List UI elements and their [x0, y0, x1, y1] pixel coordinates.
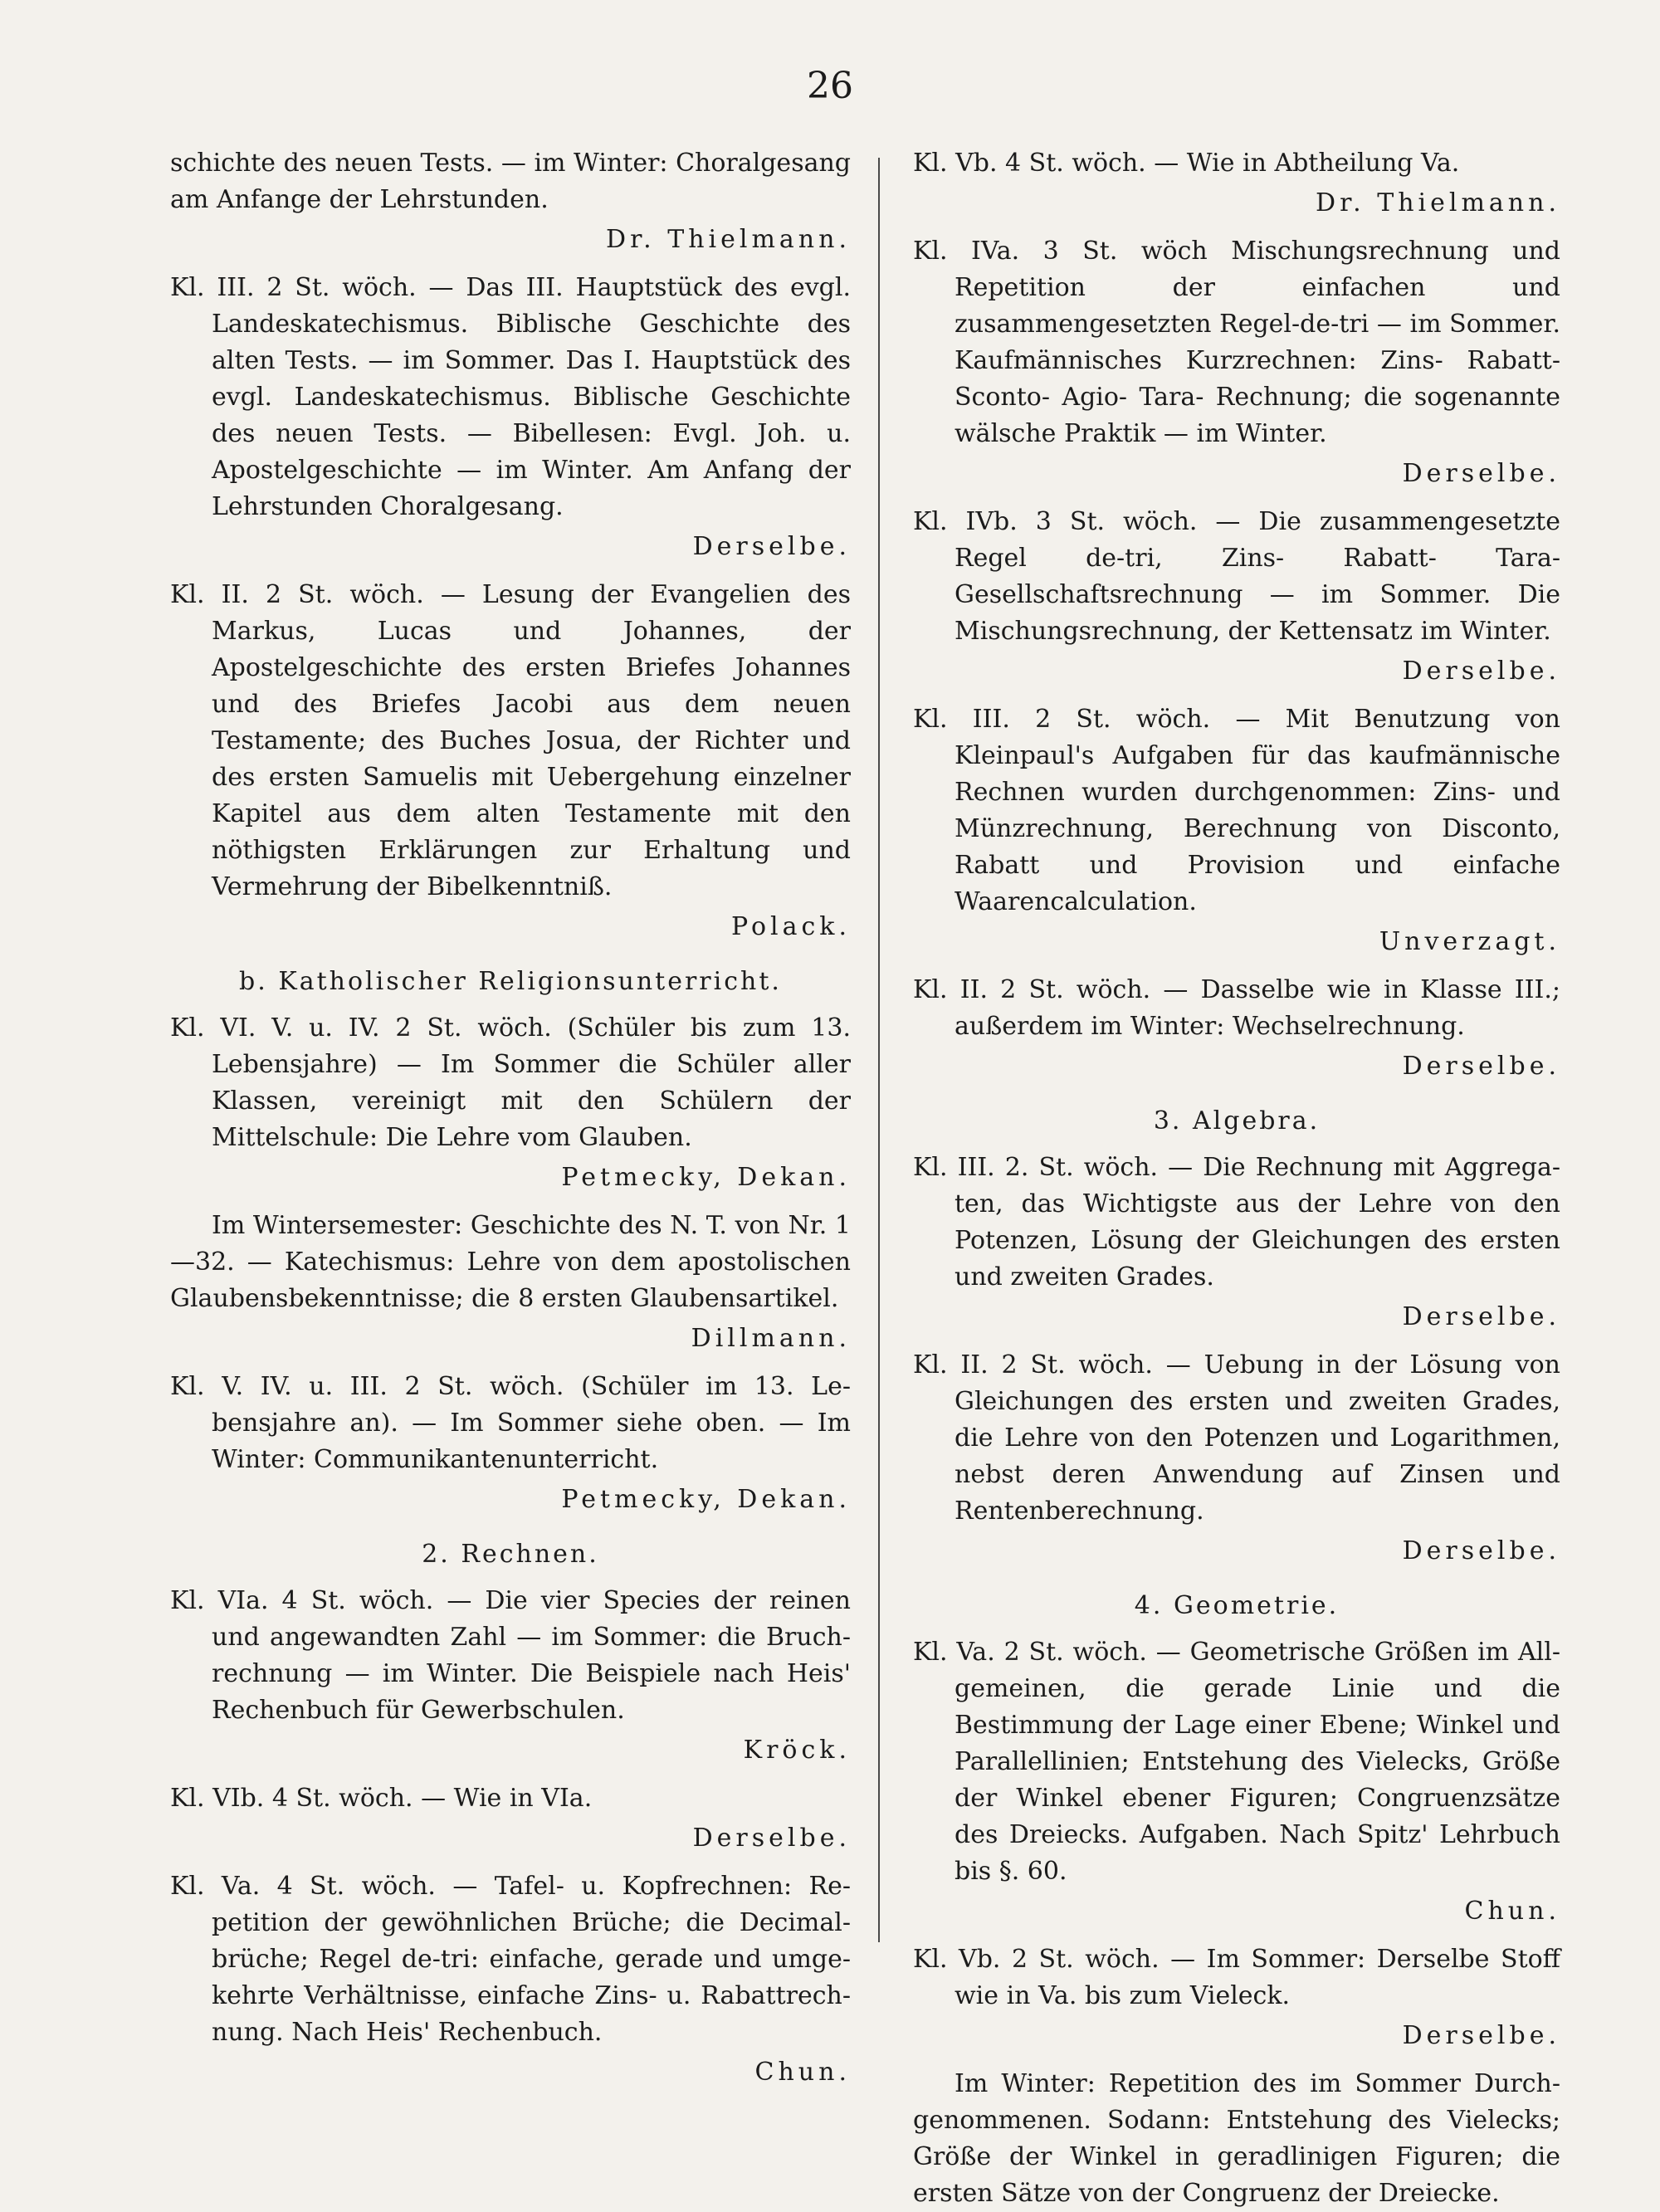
section-heading: 4. Geometrie.: [1134, 1591, 1340, 1620]
signature: Petmecky, Dekan.: [561, 1485, 851, 1514]
paragraph: Kl. V. IV. u. III. 2 St. wöch. (Schüler im 13. Lebensjahre an). — Im Sommer siehe oben. — Im Winter: Communikantenunterricht.: [170, 1372, 851, 1474]
signature: Dr. Thielmann.: [606, 225, 851, 254]
signature: Derselbe.: [1402, 2021, 1560, 2050]
signature: Derselbe.: [1402, 1302, 1560, 1331]
signature: Kröck.: [743, 1736, 851, 1765]
paragraph: Kl. III. 2 St. wöch. — Mit Benutzung von Kleinpaul's Aufgaben für das kaufmännische Rechnen wurden durchgenommen: Zins- und Münzrechnung, Berechnung von Disconto, Rabatt und Provision und einfache Waarencalculation.: [913, 705, 1560, 916]
signature: Petmecky, Dekan.: [561, 1163, 851, 1192]
right-column: [913, 145, 1560, 2212]
signature: Chun.: [754, 2058, 851, 2087]
left-column: [170, 145, 851, 2102]
signature: Derselbe.: [1402, 657, 1560, 686]
paragraph: Kl. II. 2 St. wöch. — Dasselbe wie in Klasse III.; außerdem im Winter: Wechselrechnung.: [913, 975, 1560, 1041]
paragraph: Kl. II. 2 St. wöch. — Lesung der Evangelien des Markus, Lucas und Johannes, der Apostelgeschichte des ersten Briefes Johannes und des Briefes Jacobi aus dem neuen Testamente; des Buches Josua, der Richter und des ersten Samuelis mit Uebergehung einzelner Kapitel aus dem alten Testamente mit den nöthigsten Erklärungen zur Erhaltung und Vermehrung der Bibelkenntniß.: [170, 580, 851, 901]
paragraph: Im Winter: Repetition des im Sommer Durchgenommenen. Sodann: Entstehung des Vielecks; Größe der Winkel in geradlinigen Figuren; die ersten Sätze von der Congruenz der Dreiecke.: [913, 2069, 1560, 2208]
signature: Dillmann.: [691, 1324, 851, 1353]
section-heading: 3. Algebra.: [1153, 1106, 1321, 1135]
paragraph: Kl. Vb. 4 St. wöch. — Wie in Abtheilung Va.: [913, 149, 1460, 178]
column-divider: [878, 158, 880, 1942]
signature: Derselbe.: [692, 532, 851, 561]
signature: Dr. Thielmann.: [1316, 188, 1560, 217]
paragraph: Kl. II. 2 St. wöch. — Uebung in der Lösung von Gleichungen des ersten und zweiten Grades, die Lehre von den Potenzen und Logarithmen, nebst deren Anwendung auf Zinsen und Rentenberechnung.: [913, 1350, 1560, 1526]
paragraph: Kl. VIa. 4 St. wöch. — Die vier Species der reinen und angewandten Zahl — im Sommer: die Bruchrechnung — im Winter. Die Beispiele nach Heis' Rechenbuch für Gewerbschulen.: [170, 1586, 851, 1725]
paragraph: Kl. VI. V. u. IV. 2 St. wöch. (Schüler bis zum 13. Lebensjahre) — Im Sommer die Schüler aller Klassen, vereinigt mit den Schülern der Mittelschule: Die Lehre vom Glauben.: [170, 1013, 851, 1152]
paragraph: Kl. Vb. 2 St. wöch. — Im Sommer: Derselbe Stoff wie in Va. bis zum Vieleck.: [913, 1945, 1560, 2010]
signature: Chun.: [1464, 1897, 1560, 1926]
paragraph: Kl. III. 2. St. wöch. — Die Rechnung mit Aggregaten, das Wichtigste aus der Lehre von den Potenzen, Lösung der Gleichungen des ersten und zweiten Grades.: [913, 1153, 1560, 1292]
paragraph: Kl. III. 2 St. wöch. — Das III. Hauptstück des evgl. Landeskatechismus. Biblische Geschichte des alten Tests. — im Sommer. Das I. Hauptstück des evgl. Landeskatechismus. Biblische Geschichte des neuen Tests. — Bibellesen: Evgl. Joh. u. Apostelgeschichte — im Winter. Am Anfang der Lehrstunden Choralgesang.: [170, 273, 851, 521]
paragraph: Kl. Va. 2 St. wöch. — Geometrische Größen im Allgemeinen, die gerade Linie und die Bestimmung der Lage einer Ebene; Winkel und Parallellinien; Entstehung des Vielecks, Größe der Winkel ebener Figuren; Congruenzsätze des Dreiecks. Aufgaben. Nach Spitz' Lehrbuch bis §. 60.: [913, 1638, 1560, 1886]
section-heading: 2. Rechnen.: [422, 1540, 599, 1569]
signature: Derselbe.: [692, 1824, 851, 1853]
paragraph: schichte des neuen Tests. — im Winter: Choralgesang am Anfange der Lehrstunden.: [170, 149, 851, 214]
signature: Derselbe.: [1402, 1052, 1560, 1081]
signature: Derselbe.: [1402, 459, 1560, 488]
signature: Polack.: [730, 912, 851, 941]
paragraph: Kl. Va. 4 St. wöch. — Tafel- u. Kopfrechnen: Repetition der gewöhnlichen Brüche; die Decimalbrüche; Regel de-tri: einfache, gerade und umgekehrte Verhältnisse, einfache Zins- u. Rabattrechnung. Nach Heis' Rechenbuch.: [170, 1872, 851, 2047]
section-heading: b. Katholischer Religionsunterricht.: [239, 967, 782, 996]
signature: Unverzagt.: [1379, 927, 1560, 956]
paragraph: Kl. IVa. 3 St. wöch Mischungsrechnung und Repetition der einfachen und zusammengesetzten Regel-de-tri — im Sommer. Kaufmännisches Kurzrechnen: Zins- Rabatt- Sconto- Agio- Tara- Rechnung; die sogenannte wälsche Praktik — im Winter.: [913, 237, 1560, 448]
paragraph: Im Wintersemester: Geschichte des N. T. von Nr. 1—32. — Katechismus: Lehre von dem apostolischen Glaubensbekenntnisse; die 8 ersten Glaubensartikel.: [170, 1211, 851, 1313]
paragraph: Kl. VIb. 4 St. wöch. — Wie in VIa.: [170, 1784, 593, 1813]
paragraph: Kl. IVb. 3 St. wöch. — Die zusammengesetzte Regel de-tri, Zins- Rabatt- Tara- Gesellschaftsrechnung — im Sommer. Die Mischungsrechnung, der Kettensatz im Winter.: [913, 507, 1560, 646]
page-number: 26: [807, 65, 853, 107]
signature: Derselbe.: [1402, 1536, 1560, 1565]
